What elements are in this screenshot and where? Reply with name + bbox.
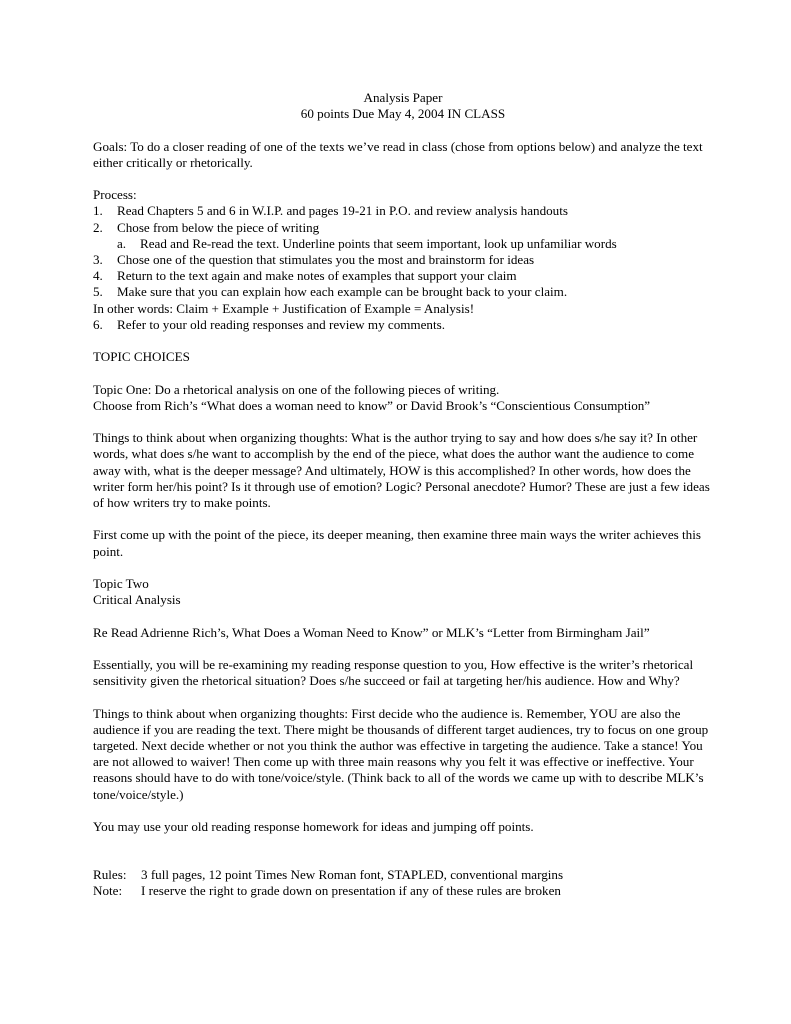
process-item-text: Refer to your old reading responses and review my comments.: [117, 316, 445, 332]
process-item: [93, 252, 713, 268]
document-page: [93, 90, 713, 900]
process-item: [93, 284, 713, 300]
process-item-number: 2.: [93, 219, 103, 235]
process-item-number: 5.: [93, 284, 103, 300]
process-item-text: Make sure that you can explain how each example can be brought back to your claim.: [117, 284, 568, 300]
topic-two-heading: Topic Two: [93, 575, 149, 591]
process-item-text: Chose from below the piece of writing: [117, 219, 320, 235]
topic-two-reread-line: Re Read Adrienne Rich’s, What Does a Woman Need to Know” or MLK’s “Letter from Birmingham Jail”: [93, 624, 650, 640]
note-line: [93, 883, 713, 899]
topic-two-subheading: Critical Analysis: [93, 592, 181, 608]
process-item: [93, 268, 713, 284]
topic-one-things-paragraph: Things to think about when organizing thoughts: What is the author trying to say and how does s/he say it? In other words, what does s/he want to accomplish by the end of the piece, what does the author want the audience to come away with, what is the deeper message? And ultimately, HOW is this accomplished? In other words, how does the writer form her/his point? Is it through use of emotion? Logic? Personal anecdote? Humor? These are just a few ideas of how writers try to make points.: [93, 430, 710, 510]
topic-one-options: Choose from Rich’s “What does a woman need to know” or David Brook’s “Conscientious Consumption”: [93, 397, 651, 413]
rules-line: [93, 867, 713, 883]
process-item-text: Return to the text again and make notes of examples that support your claim: [117, 268, 517, 284]
rules-label: Rules:: [93, 867, 127, 883]
process-sub-item-text: Read and Re-read the text. Underline points that seem important, look up unfamiliar words: [140, 235, 617, 251]
document-subtitle: 60 points Due May 4, 2004 IN CLASS: [300, 106, 506, 122]
note-text: I reserve the right to grade down on presentation if any of these rules are broken: [141, 883, 561, 899]
process-item: [93, 203, 713, 219]
topic-one-heading: Topic One: Do a rhetorical analysis on one of the following pieces of writing.: [93, 381, 500, 397]
process-item-text: Read Chapters 5 and 6 in W.I.P. and pages 19-21 in P.O. and review analysis handouts: [117, 203, 568, 219]
process-item: [93, 317, 713, 333]
process-item-number: 6.: [93, 316, 103, 332]
topic-two-things-paragraph: Things to think about when organizing thoughts: First decide who the audience is. Remember, YOU are also the audience if you are reading the text. There might be thousands of different target audiences, try to focus on one group targeted. Next decide whether or not you think the author was effective in targeting the audience. Take a stance! You are not allowed to waiver! Then come up with three main reasons why you felt it was effective or ineffective. Your reasons should have to do with tone/voice/style. (Think back to all of the words we came up with to describe MLK’s tone/voice/style.): [93, 705, 709, 802]
rules-text: 3 full pages, 12 point Times New Roman font, STAPLED, conventional margins: [141, 867, 564, 883]
note-label: Note:: [93, 883, 123, 899]
process-sub-item-letter: a.: [117, 235, 127, 251]
other-words-line: In other words: Claim + Example + Justification of Example = Analysis!: [93, 300, 475, 316]
process-sub-item: [93, 236, 713, 252]
homework-line: You may use your old reading response homework for ideas and jumping off points.: [93, 818, 534, 834]
goals-paragraph: Goals: To do a closer reading of one of the texts we’ve read in class (chose from options below) and analyze the text either critically or rhetorically.: [93, 138, 703, 170]
process-item: [93, 220, 713, 236]
process-item-number: 4.: [93, 268, 103, 284]
process-item-text: Chose one of the question that stimulates you the most and brainstorm for ideas: [117, 252, 535, 267]
topic-two-essentially-paragraph: Essentially, you will be re-examining my reading response question to you, How effective is the writer’s rhetorical sensitivity given the rhetorical situation? Does s/he succeed or fail at targeting her/his audience. How and Why?: [93, 656, 694, 689]
process-item-number: 1.: [93, 203, 103, 219]
topic-choices-heading: TOPIC CHOICES: [93, 349, 190, 365]
process-item-number: 3.: [93, 252, 103, 267]
process-heading: Process:: [93, 187, 137, 203]
document-title: Analysis Paper: [363, 90, 443, 105]
topic-one-first-paragraph: First come up with the point of the piece, its deeper meaning, then examine three main ways the writer achieves this point.: [93, 527, 701, 559]
